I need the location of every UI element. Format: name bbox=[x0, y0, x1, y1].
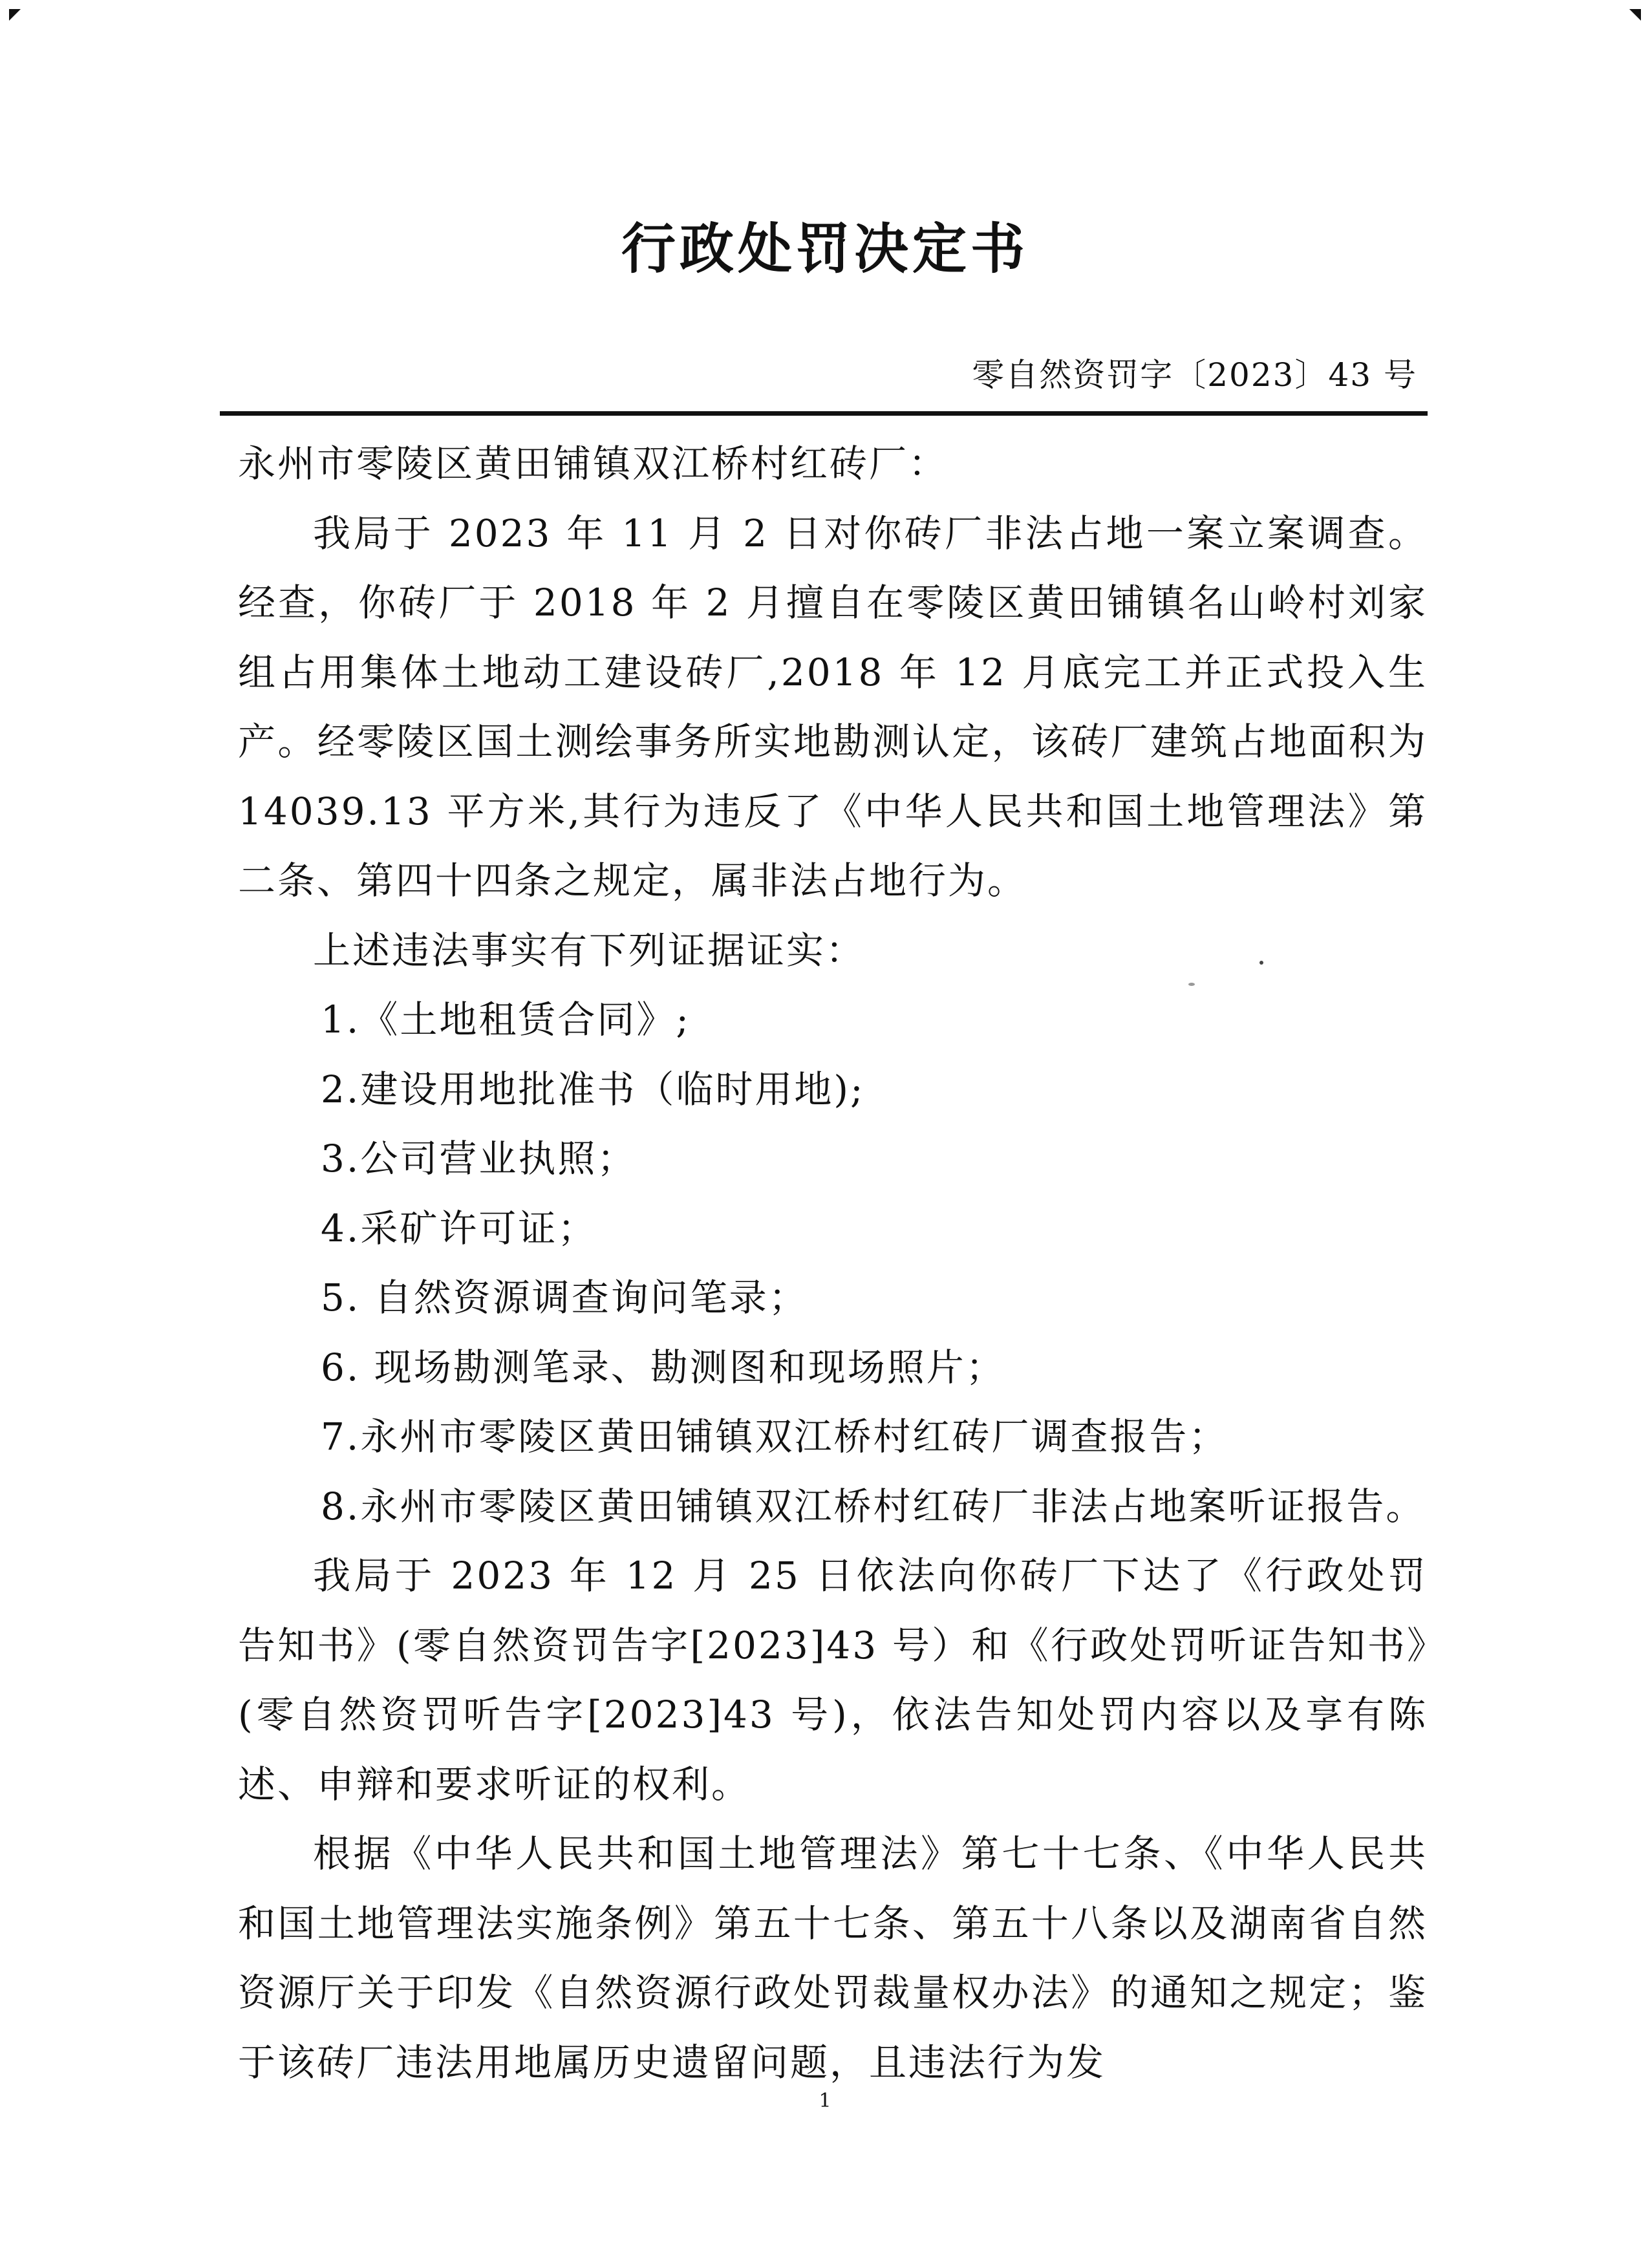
evidence-item: 5. 自然资源调查询问笔录； bbox=[321, 1276, 808, 1320]
scan-corner-mark-left bbox=[9, 9, 21, 21]
evidence-item: 4.采矿许可证； bbox=[321, 1206, 597, 1250]
evidence-item: 3.公司营业执照； bbox=[321, 1137, 637, 1181]
paragraph-legal-basis: 根据《中华人民共和国土地管理法》第七十七条、《中华人民共和国土地管理法实施条例》第五十七条、第五十八条以及湖南省自然资源厅关于印发《自然资源行政处罚裁量权办法》的通知之规定；鉴于该砖厂违法用地属历史遗留问题，且违法行为发 bbox=[238, 1832, 1428, 2084]
page-number: 1 bbox=[819, 2090, 831, 2112]
recipient-line: 永州市零陵区黄田铺镇双江桥村红砖厂： bbox=[238, 442, 948, 486]
paragraph-evidence-intro: 上述违法事实有下列证据证实： bbox=[313, 928, 866, 972]
evidence-item: 8.永州市零陵区黄田铺镇双江桥村红砖厂非法占地案听证报告。 bbox=[321, 1484, 1426, 1528]
evidence-item: 1.《土地租赁合同》; bbox=[321, 998, 691, 1042]
scan-speck bbox=[1188, 983, 1195, 986]
document-number: 零自然资罚字〔2023〕43 号 bbox=[972, 356, 1417, 394]
evidence-item: 6. 现场勘测笔录、勘测图和现场照片； bbox=[321, 1345, 1005, 1389]
header-rule bbox=[220, 411, 1428, 416]
evidence-item: 2.建设用地批准书（临时用地); bbox=[321, 1067, 865, 1111]
evidence-item: 7.永州市零陵区黄田铺镇双江桥村红砖厂调查报告； bbox=[321, 1415, 1228, 1459]
document-body bbox=[238, 429, 1428, 2097]
scan-corner-mark-right bbox=[1629, 9, 1641, 21]
document-title: 行政处罚决定书 bbox=[621, 217, 1029, 281]
paragraph-notification: 我局于 2023 年 12 月 25 日依法向你砖厂下达了《行政处罚告知书》(零自然资罚告字[2023]43 号）和《行政处罚听证告知书》(零自然资罚听告字[2023]43 号)，依法告知处罚内容以及享有陈述、申辩和要求听证的权利。 bbox=[238, 1554, 1428, 1806]
scan-speck bbox=[1259, 961, 1263, 965]
paragraph-facts: 我局于 2023 年 11 月 2 日对你砖厂非法占地一案立案调查。经查，你砖厂于 2018 年 2 月擅自在零陵区黄田铺镇名山岭村刘家组占用集体土地动工建设砖厂,2018 年 12 月底完工并正式投入生产。经零陵区国土测绘事务所实地勘测认定，该砖厂建筑占地面积为 14039.13 平方米,其行为违反了《中华人民共和国土地管理法》第二条、第四十四条之规定，属非法占地行为。 bbox=[238, 511, 1428, 903]
